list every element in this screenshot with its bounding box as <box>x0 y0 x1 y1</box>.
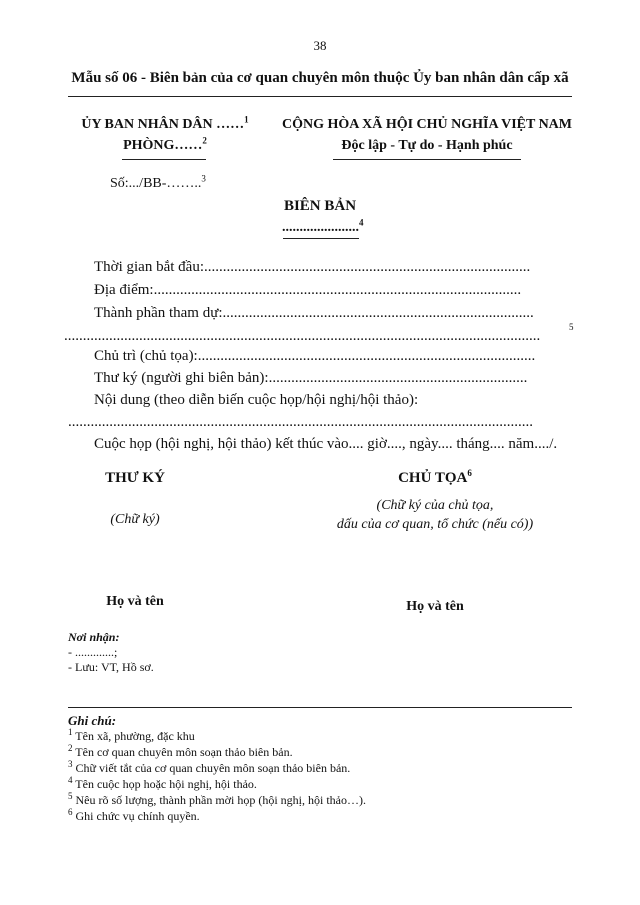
content-continuation: ............................................................................................................................ <box>68 414 533 430</box>
title-rule <box>68 96 572 97</box>
authority-underline <box>122 159 206 160</box>
notes-label: Ghi chú: <box>68 713 117 728</box>
form-title: Mẫu số 06 - Biên bản của cơ quan chuyên môn thuộc Ủy ban nhân dân cấp xã <box>71 70 569 86</box>
national-motto: Độc lập - Tự do - Hạnh phúc <box>341 138 513 153</box>
document-title: BIÊN BẢN <box>283 198 357 214</box>
notes-rule <box>68 707 572 708</box>
recipient-item-2: - Lưu: VT, Hồ sơ. <box>68 660 154 674</box>
motto-underline <box>333 159 521 160</box>
note-item: $^6$ Ghi chức vụ chính quyền. <box>68 807 200 823</box>
chair-name-label: Họ và tên <box>406 599 464 614</box>
location-field: Địa điểm:.................................................................................................. <box>94 282 522 298</box>
chair-title: CHỦ TỌA$^6$ <box>398 468 472 486</box>
authority-name: ỦY BAN NHÂN DÂN ……$^1$ <box>81 114 249 132</box>
note-item: $^3$ Chữ viết tắt của cơ quan chuyên môn soạn thảo biên bản. <box>68 759 351 775</box>
secretary-signature-note: (Chữ ký) <box>110 512 160 527</box>
secretary-field: Thư ký (người ghi biên bản):..................................................................... <box>94 370 528 386</box>
content-field: Nội dung (theo diễn biến cuộc họp/hội nghị/hội thảo): <box>94 392 419 408</box>
department-name: PHÒNG……$^2$ <box>123 135 207 153</box>
note-item: $^5$ Nêu rõ số lượng, thành phần mời họp (hội nghị, hội thảo…). <box>68 791 366 807</box>
recipient-item-1: - .............; <box>68 645 118 659</box>
closing-line: Cuộc họp (hội nghị, hội thảo) kết thúc vào.... giờ...., ngày.... tháng.... năm..../. <box>94 436 558 452</box>
note-item: $^1$ Tên xã, phường, đặc khu <box>68 727 195 743</box>
secretary-title: THƯ KÝ <box>105 470 165 486</box>
page-number: 38 <box>313 38 327 53</box>
start-time-field: Thời gian bắt đầu:....................................................................................... <box>94 259 531 275</box>
chair-field: Chủ trì (chủ tọa):.......................................................................................... <box>94 348 536 364</box>
chair-signature-note-1: (Chữ ký của chủ tọa, <box>376 498 494 513</box>
national-title: CỘNG HÒA XÃ HỘI CHỦ NGHĨA VIỆT NAM <box>281 117 572 132</box>
subject-underline <box>283 238 359 239</box>
document-subject: ......................$^4$ <box>282 217 364 235</box>
document-number: Số:.../BB-……..$^3$ <box>110 173 206 191</box>
chair-signature-note-2: dấu của cơ quan, tổ chức (nếu có)) <box>336 517 534 532</box>
participants-field: Thành phần tham dự:................................................................................... <box>94 305 534 321</box>
participants-footnote-ref: 5 <box>569 322 574 332</box>
note-item: $^2$ Tên cơ quan chuyên môn soạn thảo biên bản. <box>68 743 293 759</box>
recipients-label: Nơi nhận: <box>68 630 120 644</box>
participants-continuation: ............................................................................................................................... <box>64 328 541 344</box>
note-item: $^4$ Tên cuộc họp hoặc hội nghị, hội thảo. <box>68 775 257 791</box>
secretary-name-label: Họ và tên <box>106 594 164 609</box>
